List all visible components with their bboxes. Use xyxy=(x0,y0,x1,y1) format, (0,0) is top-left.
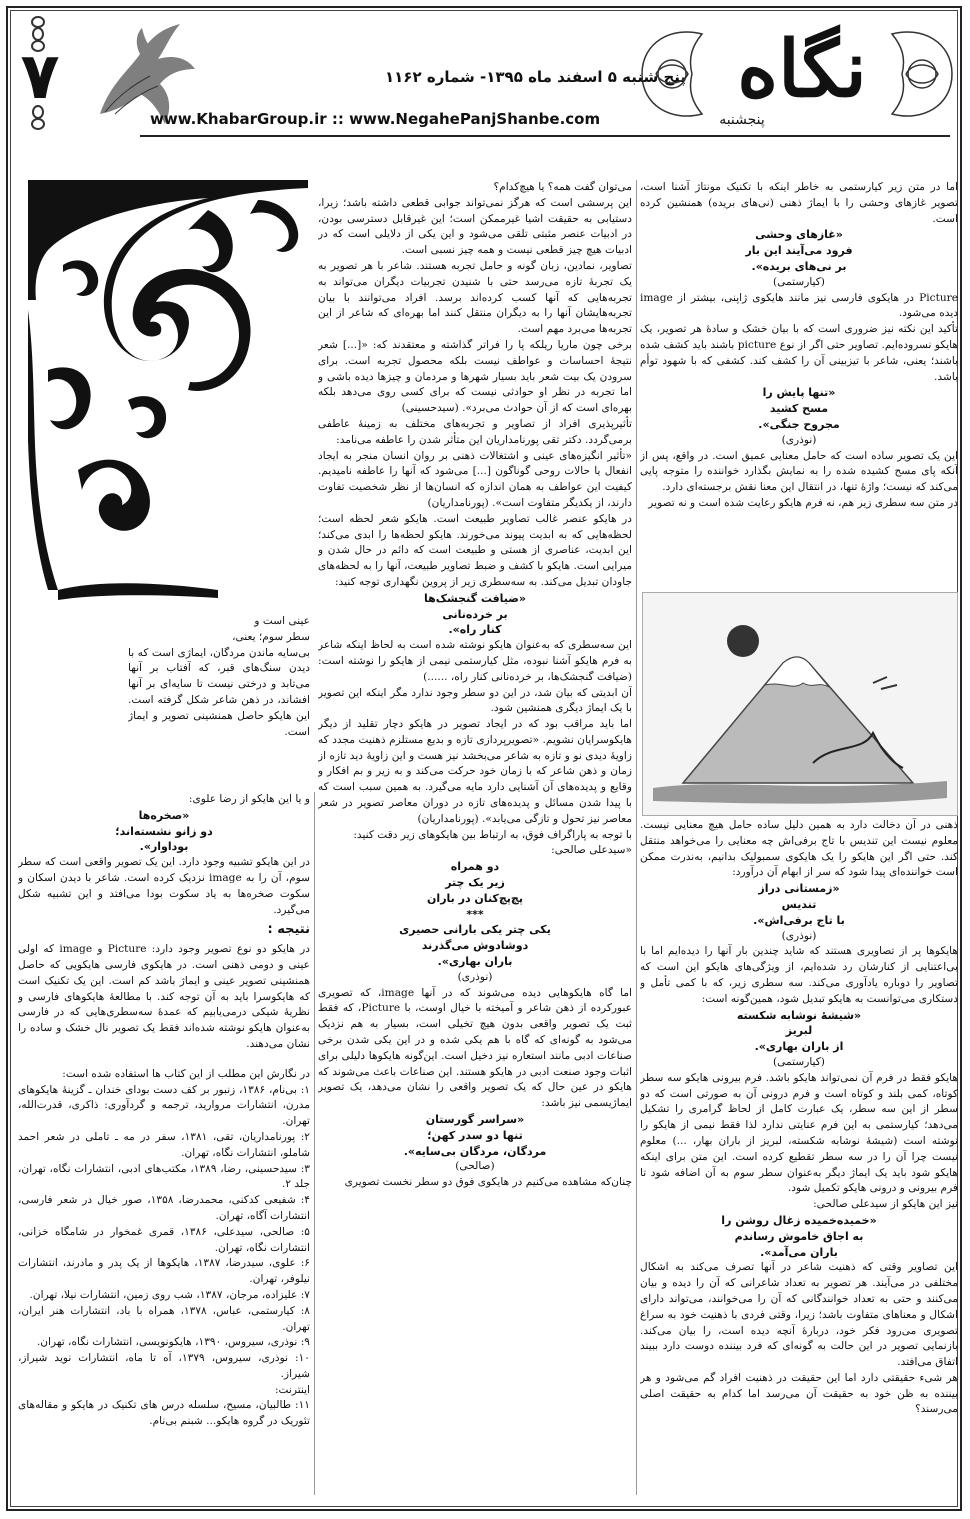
poem-line: «صخره‌ها xyxy=(138,808,190,822)
poem-line: بر خرده‌نانی xyxy=(442,607,508,621)
reference-item: ۸: کیارستمی، عباس، ۱۳۷۸، همراه با باد، انتشارات هنر ایران، تهران. xyxy=(18,1304,310,1333)
poem-source: (نوذری) xyxy=(781,433,817,446)
section-heading: نتیجه : xyxy=(267,922,310,938)
poem-separator: *** xyxy=(466,907,484,921)
references-internet: اینترنت: xyxy=(274,1383,310,1396)
paragraph: «سیدعلی صالحی: xyxy=(551,844,632,857)
paragraph: این سه‌سطری که به‌عنوان هایکو نوشته شده است به لحاظ اینکه شاعر به فرم هایکو آشنا نبوده، مثل کیارستمی نیمی از هایکو را نوشته است: (ضیافت گنجشک‌ها، بر خرده‌نانی کنار راه، ......) xyxy=(318,639,632,683)
poem-line: پچ‌پچ‌کنان در باران xyxy=(427,891,523,905)
paragraph: در هایکو عنصر غالب تصاویر طبیعت است. هایکو شعر لحظه است؛ لحظه‌هایی که به ابدیت پیوند می‌خورند. هایکو لحظه‌ها را ابدی می‌کند؛ این ابدیت، عناصری از هستی و طبیعت است که دائم در حال شدن و میرایی است. هایکو با کشف و ضبط تصاویر طبیعت، آنها را به لحظه‌های جاودان تبدیل می‌کند. به سه‌سطری زیر از پروین نگهداری توجه کنید: xyxy=(318,512,632,588)
poem-line: «غازهای وحشی xyxy=(755,228,843,242)
column-right-bottom xyxy=(640,818,958,1498)
poem-line: «تنها پایش را xyxy=(762,386,836,400)
poem-line: فرود می‌آیند این بار xyxy=(745,244,853,258)
poem-source: (کیارستمی) xyxy=(773,1055,825,1068)
poem-line: به اجاق خاموش رساندم xyxy=(734,1229,864,1243)
paragraph: برخی چون ماریا ریلکه پا را فراتر گذاشته و معتقدند که: «[...] شعر نتیجهٔ احساسات و عواطف نیست بلکه محصول تجربه است. برای سرودن یک بیت شعر باید بسیار شهرها و مردمان و چیزها دیده باشی و اما تجربه در نظر او حوادثی نیست که برای کسی روی می‌دهد بلکه بهره‌ای است که از آن حوادث می‌برد». (سیدحسینی) xyxy=(318,338,632,415)
newspaper-logo xyxy=(632,12,962,136)
poem-line: «سراسر گورستان xyxy=(425,1113,525,1127)
paragraph: این تصاویر وقتی که ذهنیت شاعر در آنها تصرف می‌کند به اشکال مختلفی در می‌آیند. هر تصویر به تعداد شاعرانی که آن را دیده و بیان می‌کنند و حتی به تعداد خوانندگانی که آن را می‌خوانند، می‌تواند دارای اشکال و معناهای متفاوت باشد؛ زیرا، وقتی فردی با ذهنیت خود به سراغ تصویری می‌رود فکر خود، دربارهٔ آنچه دیده است، را بیان می‌کند. بازنمایی تصویر در این حالت به گونه‌ای که فرد بیننده دوست دارد ببیند اتفاق می‌افتد. xyxy=(640,1261,958,1369)
paragraph: چنان‌که مشاهده می‌کنیم در هایکوی فوق دو سطر نخست تصویری xyxy=(344,1176,632,1189)
paragraph: و یا این هایکو از رضا علوی: xyxy=(188,793,310,805)
paragraph: تأثیرپذیری افراد از تصاویر و تجربه‌های مختلف به زمینهٔ عاطفی برمی‌گردد. دکتر تقی پورنامداریان این متأثر شدن را عاطفه می‌نامد: xyxy=(318,417,632,446)
poem-line: مردگان، مردگان بی‌سایه». xyxy=(403,1144,547,1158)
paragraph: اما گاه هایکوهایی دیده می‌شوند که در آنها image، که تصویری عبورکرده از ذهن شاعر و آمیخته با خیال اوست، با Picture، که فقط ثبت یک تصویر واقعی بدون هیچ تخیلی است، بسیار به هم نزدیک می‌شود به گونه‌ای که گاه با هم یکی شده و در این یکی شدن برخی صناعات ادبی مانند استعاره نیز دخیل است. این‌گونه هایکوها دلیلی برای اثبات وجود صنعت ادبی در هایکو هستند. این صناعات باعث می‌شوند که هایکو در عین حال که یک تصویر واقعی را نشان می‌دهد، یک تصویر ایماژیسمی نیز باشد: xyxy=(318,986,632,1110)
reference-item: ۹: نوذری، سیروس، ۱۳۹۰، هایکونویسی، انتشارات نگاه، تهران. xyxy=(36,1336,310,1349)
paragraph: تأکید این نکته نیز ضروری است که با بیان خشک و سادهٔ هر تصویر، یک هایکو نسروده‌ایم. تصاویر حتی اگر از نوع picture باشند باید کشف شده باشند؛ یعنی، شاعر با تیزبینی آن را کشف کند. کشفی که با شهود توأم باشد. xyxy=(640,323,958,383)
column-divider-2 xyxy=(314,792,315,1495)
paragraph: آن ابدیتی که بیان شد، در این دو سطر وجود ندارد مگر اینکه این تصویر با یک ایماژ دیگری همنشین شود. xyxy=(318,686,632,715)
paragraph: ذهنی در آن دخالت دارد به همین دلیل ساده حامل هیچ معنایی نیست. معلوم نیست این تندیس با تاج برفی‌اش چه معنایی را می‌خواهد منتقل کند. حتی اگر این هایکو را یک هایکوی سمبولیک بدانیم، به‌ندرت ممکن است خواننده‌ای پیدا شود که سر از ابهام آن درآورد: xyxy=(640,819,958,879)
paragraph: در این هایکو تشبیه وجود دارد. این یک تصویر واقعی است که سطر سوم، آن را به image نزدیک کرده است. شاعر با دیدن اسکان و سکوت صخره‌ها به یاد سکوت بودا می‌افتد و این تشبیه شکل می‌گیرد. xyxy=(18,856,310,916)
paragraph: اما در متن زیر کیارستمی به خاطر اینکه با تکنیک مونتاژ آشنا است، تصویر غازهای وحشی را با ایماژ ذهنی (نی‌های بریده) همنشین کرده است. xyxy=(640,181,958,225)
issue-date-number: پنج شنبه ۵ اسفند ماه ۱۳۹۵- شماره ۱۱۶۲ xyxy=(385,68,687,86)
column-divider-1 xyxy=(636,180,637,1495)
reference-item: ۱۱: طالبیان، مسیح، سلسله درس های تکنیک در هایکو و مقاله‌های تئوریک در گروه هایکو... شبنم بی‌نام. xyxy=(18,1399,310,1428)
reference-item: ۵: صالحی، سیدعلی، ۱۳۸۶، قمری غمخوار در شامگاه خزانی، انتشارات نگاه، تهران. xyxy=(18,1225,310,1254)
poem-source: (نوذری) xyxy=(781,929,817,942)
paragraph: در هایکو دو نوع تصویر وجود دارد: Picture و image که اولی عینی و دومی ذهنی است. در هایکوی فارسی هایکویی که حاصل همنشینی تصویر عینی و ایماژ باشد کم است. این یک تکنیک است که هایکوسرا باید به آن توجه کند. با مطالعهٔ هایکوهای فارسی و نظریهٔ شیکی درمی‌یابیم که عمدهٔ سه‌سطری‌هایی که در فارسی به‌عنوان هایکو نوشته شده‌اند فقط یک تصویر نال خشک و ساده را نشان می‌دهند. xyxy=(18,943,310,1050)
poem-line: کنار راه». xyxy=(448,623,502,637)
poem-line: زیر یک چتر xyxy=(445,876,505,890)
paragraph: «تأثیر انگیزه‌های عینی و اشتغالات ذهنی بر روان انسان منجر به ایجاد انفعال یا حالات روحی گوناگون [...] می‌شود که آنها را عاطفه نامیدیم. کیفیت این عواطف به همان اندازه که انسان‌ها از نظر شخصیت تفاوت دارند، از یکدیگر متفاوت است». (پورنامداریان) xyxy=(318,449,632,509)
paragraph: در متن سه سطری زیر هم، نه فرم هایکو رعایت شده است و نه تصویر xyxy=(648,496,958,509)
poem-line: بودا‌وار». xyxy=(139,840,189,854)
mountain-painting-image xyxy=(642,592,958,816)
reference-item: ۳: سیدحسینی، رضا، ۱۳۸۹، مکتب‌های ادبی، انتشارات نگاه، تهران، جلد ۲. xyxy=(18,1162,310,1191)
paragraph: هایکو فقط در فرم آن نمی‌تواند هایکو باشد. فرم بیرونی هایکو سه سطر کوتاه، کمی بلند و کوتاه است و فرم درونی آن به صورتی است که دو سطر از این سه سطر، یک عبارت کامل از لحاظ گرامری را تشکیل می‌دهد؛ کیارستمی به این فرم عنایتی ندارد لذا فقط نیمی از هایکو را نوشته است (شیشهٔ نوشابه شکسته، لبریز از باران بهار، ...) معلوم نیست چرا آن را در سه سطر تقطیع کرده است. این متن برای اینکه هایکو شود باید یک ایماژ دیگر به‌عنوان سطر سوم به آن اضافه شود تا فرم بیرونی و درونی هایکو تکمیل شود. xyxy=(640,1071,958,1195)
paragraph: بی‌سایه ماندن مردگان، ایماژی است که با دیدن سنگ‌های قبر، که آفتاب بر آنها می‌تابد و درختی نیست تا سایه‌ای بر آنها افشاند، در ذهن شاعر شکل گرفته است. این هایکو حاصل همنشینی تصویر و ایماژ است. xyxy=(128,646,310,738)
column-left-top xyxy=(128,614,310,784)
paragraph: عینی است و xyxy=(254,615,310,627)
paragraph: این یک تصویر ساده است که حامل معنایی عمیق است. در واقع، پس از آنکه پای مسح کشیده شده را به نمایش بگذارد خواننده را متوجه پایی می‌کند که نیست؛ واژهٔ تنها، در انتقال این معنا نقش برجسته‌ای دارد. xyxy=(640,449,958,494)
paragraph: با توجه به پاراگراف فوق، به ارتباط بین هایکوهای زیر دقت کنید: xyxy=(353,828,632,841)
paragraph: تصاویر، نمادین، زبان گونه و حامل تجربه هستند. شاعر با هر تصویر به یک تجربهٔ تازه می‌رسد حتی با شنیدن تجربیات دیگران می‌تواند به تجربه‌هایی که آنها کسب کرده‌اند برسد. افراد می‌توانند با بیان تجربه‌هایشان آنها را به دیگران منتقل کنند اما بهره‌ای که شاعر از این تجربه‌ها می‌برد مهم است. xyxy=(318,259,632,336)
logo-title: نگاه xyxy=(737,24,867,115)
paragraph: اما باید مراقب بود که در ایجاد تصویر در هایکو دچار تقلید از دیگر هایکوسرایان نشویم. «تصویرپردازی تازه و بدیع مستلزم ذهنیت مجدد که زاویهٔ دیدی نو و تازه به شاعر می‌بخشد نیز هست و این زاویهٔ دید تازه از زمان و ذهن شاعر که با زمان خود حرکت می‌کند و به زیر و بم افکار و وقایع و پدیده‌های آن آشنایی دارد مایه می‌گیرد. به همین سبب است که با پیدا شدن مسائل و پدیده‌های تازه در دوران معاصر تصویر در شعر معاصر نیز تحول و تازگی می‌یابد». (پورنامداریان) xyxy=(318,718,632,825)
poem-source: (نوذری) xyxy=(457,970,493,983)
poem-line: دو زانو نشسته‌اند؛ xyxy=(115,824,213,838)
poem-source: (کیارستمی) xyxy=(773,275,825,288)
poem-line: از باران بهاری». xyxy=(754,1040,844,1054)
poem-source: (صالحی) xyxy=(455,1160,495,1173)
poem-line: دو همراه xyxy=(450,860,500,874)
reference-item: ۲: پورنامداریان، تقی، ۱۳۸۱، سفر در مه ـ تاملی در شعر احمد شاملو، انتشارات نگاه، تهران. xyxy=(18,1130,310,1159)
poem-line: دوشادوش می‌گذرند xyxy=(421,939,529,953)
website-urls[interactable]: www.KhabarGroup.ir :: www.NegahePanjShanbe.com xyxy=(150,110,601,128)
poem-line: لبریز xyxy=(785,1024,813,1038)
poem-line: باران بهاری». xyxy=(437,955,513,969)
reference-item: ۶: علوی، سیدرضا، ۱۳۸۷، هایکوها از یک پدر و مادرند، انتشارات نیلوفر، تهران. xyxy=(18,1257,310,1286)
poem-line: بر نی‌های بریده». xyxy=(751,259,847,273)
paragraph: هر شیء حقیقتی دارد اما این حقیقت در ذهنیت افراد گم می‌شود و هر بیننده به ظن خود به حقیقت آن می‌رسد اما کدام به حقیقت اصلی می‌رسند؟ xyxy=(640,1371,958,1416)
poem-line: یکی چتر یکی بارانی حصیری xyxy=(399,923,551,937)
logo-subtitle: پنجشنبه xyxy=(719,112,765,128)
poem-line: تندیس xyxy=(781,897,817,911)
paragraph: Picture در هایکوی فارسی نیز مانند هایکوی ژاپنی، بیشتر از image دیده می‌شود. xyxy=(640,291,958,320)
paragraph: نیز این هایکو از سیدعلی صالحی: xyxy=(813,1198,958,1211)
paragraph: هایکوها پر از تصاویری هستند که شاید چندین بار آنها را دیده‌ایم اما با بی‌اعتنایی از کنارشان رد شده‌ایم، از ویژگی‌های هایکو این است که تصاویر را دوباره یادآوری می‌کند. سه سطری زیر، که با کمی تأمل و دستکاری می‌توانست به هایکو تبدیل شود، همین‌گونه است: xyxy=(640,945,958,1005)
reference-item: ۱۰: نوذری، سیروس، ۱۳۷۹، آه تا ماه، انتشارات نوید شیراز، شیراز. xyxy=(18,1352,310,1380)
poem-line: «شیشهٔ نوشابه شکسته xyxy=(736,1008,862,1022)
reference-item: ۴: شفیعی کدکنی، محمدرضا، ۱۳۵۸، صور خیال در شعر فارسی، انتشارات آگاه، تهران. xyxy=(18,1194,310,1222)
column-left xyxy=(18,792,310,1495)
poem-line: «ضیافت گنجشک‌ها xyxy=(423,591,527,605)
poem-line: «زمستانی دراز xyxy=(758,882,840,896)
poem-line: «خمیده‌خمیده زغال روشن را xyxy=(721,1213,877,1227)
paragraph: این پرسشی است که هرگز نمی‌تواند جوابی قطعی داشته باشد؛ زیرا، دستیابی به حقیقت اشیا غیرممکن است؛ این غیرقابل دسترسی بودن، در ادبیات عنصر مثبتی تلقی می‌شود و این یکی از دلایلی است که در ادبیات هیچ چیز قطعی نیست و همه چیز نسبی است. xyxy=(318,196,632,257)
poem-line: باران می‌آمد». xyxy=(760,1245,838,1259)
column-right-top xyxy=(640,180,958,590)
references-intro: در نگارش این مطلب از این کتاب ها استفاده شده است: xyxy=(62,1067,310,1080)
page-number: ۷ xyxy=(20,40,60,114)
poem-line: مجروح جنگی». xyxy=(758,417,840,431)
reference-item: ۱: بی‌نام، ۱۳۸۶، زنبور بر کف دست بودای خندان ـ گزینهٔ هایکوهای مدرن، انتشارات مروارید، ترجمه و گردآوری: ذاکری، قدرت‌الله، تهران. xyxy=(18,1083,310,1128)
column-middle xyxy=(318,180,632,1495)
paragraph: سطر سوم؛ یعنی، xyxy=(232,630,310,643)
poem-line: تنها دو سدر کهن؛ xyxy=(427,1128,523,1142)
poem-line: با تاج برفی‌اش». xyxy=(753,913,845,927)
decorative-ornament-icon xyxy=(18,170,318,610)
paragraph: می‌توان گفت همه؟ یا هیچ‌کدام؟ xyxy=(493,181,632,193)
reference-item: ۷: علیزاده، مرجان، ۱۳۸۷، شب روی زمین، انتشارات نیلا، تهران. xyxy=(29,1288,310,1301)
poem-line: مسح کشید xyxy=(769,402,829,416)
